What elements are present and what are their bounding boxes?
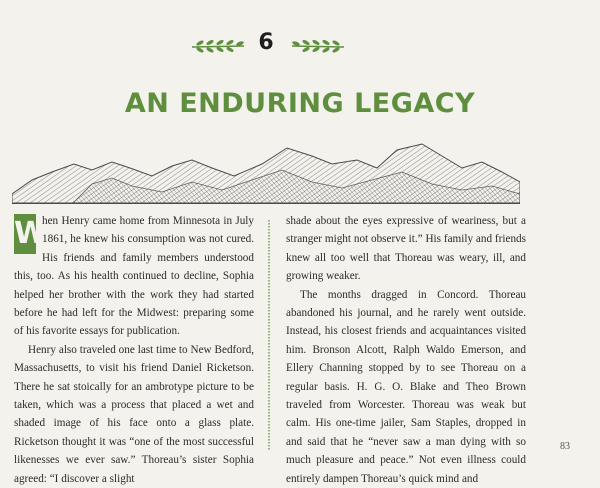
text-column-right xyxy=(286,212,526,488)
mountain-range-illustration xyxy=(12,142,520,204)
text-column-left xyxy=(14,212,254,488)
column-divider xyxy=(267,220,271,450)
paragraph-text: hen Henry came home from Minnesota in July 1861, he knew his consumption was not cured. His friends and family members understood this, too. As his health continued to decline, Sophia helped her brother with the work they had started before he had left for the Midwest: preparing some of his favorite essays for publication. xyxy=(14,215,254,338)
drop-cap: W xyxy=(14,214,36,254)
paragraph xyxy=(14,212,254,341)
laurel-branch-icon xyxy=(290,38,346,54)
page-number: 83 xyxy=(560,441,570,452)
chapter-number: 6 xyxy=(258,30,274,55)
laurel-branch-icon xyxy=(190,38,246,54)
chapter-title: AN ENDURING LEGACY xyxy=(124,88,476,119)
paragraph: Henry also traveled one last time to New Bedford, Massachusetts, to visit his friend Daniel Ricketson. There he sat stoically for an ambrotype picture to be taken, which was a process that placed a wet and shaded image of his face onto a glass plate. Ricketson thought it was “one of the most successful likenesses we ever saw.” Thoreau’s sister Sophia agreed: “I discover a slight xyxy=(14,343,254,485)
chapter-header xyxy=(0,30,600,62)
paragraph: The months dragged in Concord. Thoreau abandoned his journal, and he rarely went outside. Instead, his closest friends and acquaintances visited him. Bronson Alcott, Ralph Waldo Emerson, and Ellery Channing stopped by to see Thoreau on a regular basis. H. G. O. Blake and Theo Brown traveled from Worcester. Thoreau was weak but calm. His one-time jailer, Sam Staples, dropped in and said that he “never saw a man dying with so much pleasure and peace.” Not even illness could entirely dampen Thoreau’s quick mind and xyxy=(286,288,526,485)
paragraph: shade about the eyes expressive of weariness, but a stranger might not observe it.” His family and friends knew all too well that Thoreau was weary, ill, and growing weaker. xyxy=(286,215,526,283)
